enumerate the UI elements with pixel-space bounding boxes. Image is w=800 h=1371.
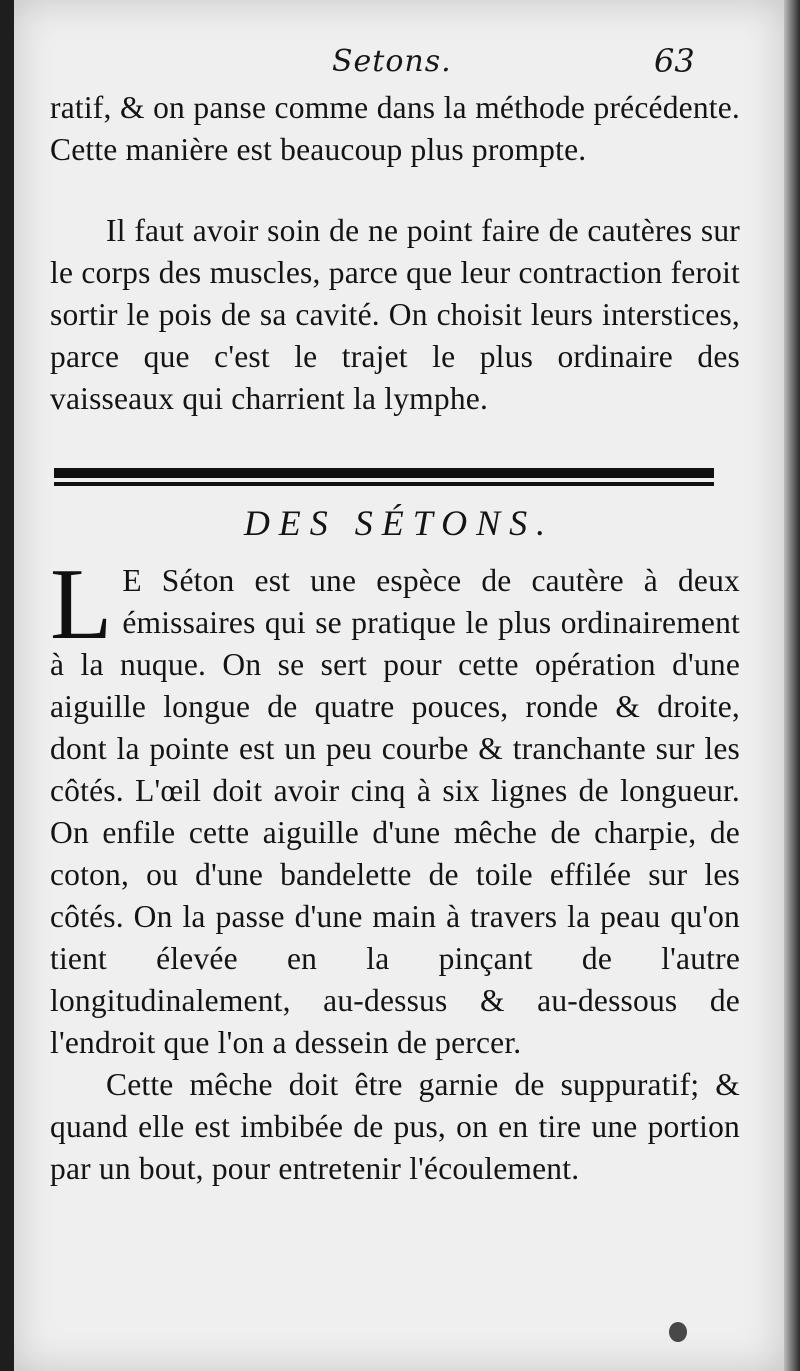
divider-thin-line [54, 482, 714, 486]
page-edge-shadow [784, 0, 800, 1371]
paragraph-continued: ratif, & on panse comme dans la méthode précédente. Cette manière est beaucoup plus prompte. [50, 90, 740, 167]
drop-cap: L [50, 548, 113, 661]
divider-thick-line [54, 468, 714, 478]
page-number: 63 [654, 42, 695, 80]
paragraph-muscles: Il faut avoir soin de ne point faire de cautères sur le corps des muscles, parce que leur contraction feroit sortir le pois de sa cavité. On choisit leurs interstices, parce que c'est le trajet le plus ordinaire des vaisseaux qui charrient la lymphe. [50, 213, 740, 416]
paragraph-meche: Cette mêche doit être garnie de suppuratif; & quand elle est imbibée de pus, on en tire une portion par un bout, pour entretenir l'écoulement. [50, 1067, 740, 1186]
book-page [14, 0, 784, 1371]
paragraph-seton-definition: E Séton est une espèce de cautère à deux émissaires qui se pratique le plus ordinairement à la nuque. On se sert pour cette opération d'une aiguille longue de quatre pouces, ronde & droite, dont la pointe est un peu courbe & tranchante sur les côtés. L'œil doit avoir cinq à six lignes de longueur. On enfile cette aiguille d'une mêche de charpie, de coton, ou d'une bandelette de toile effilée sur les côtés. On la passe d'une main à travers la peau qu'on tient élevée en la pinçant de l'autre longitudinalement, au-dessus & au-dessous de l'endroit que l'on a dessein de percer. [50, 563, 740, 1060]
running-title: Setons. [332, 44, 452, 79]
ink-smudge [669, 1322, 687, 1342]
section-body [50, 548, 740, 1190]
section-heading: DES SÉTONS. [243, 503, 555, 543]
section-divider [54, 468, 714, 492]
